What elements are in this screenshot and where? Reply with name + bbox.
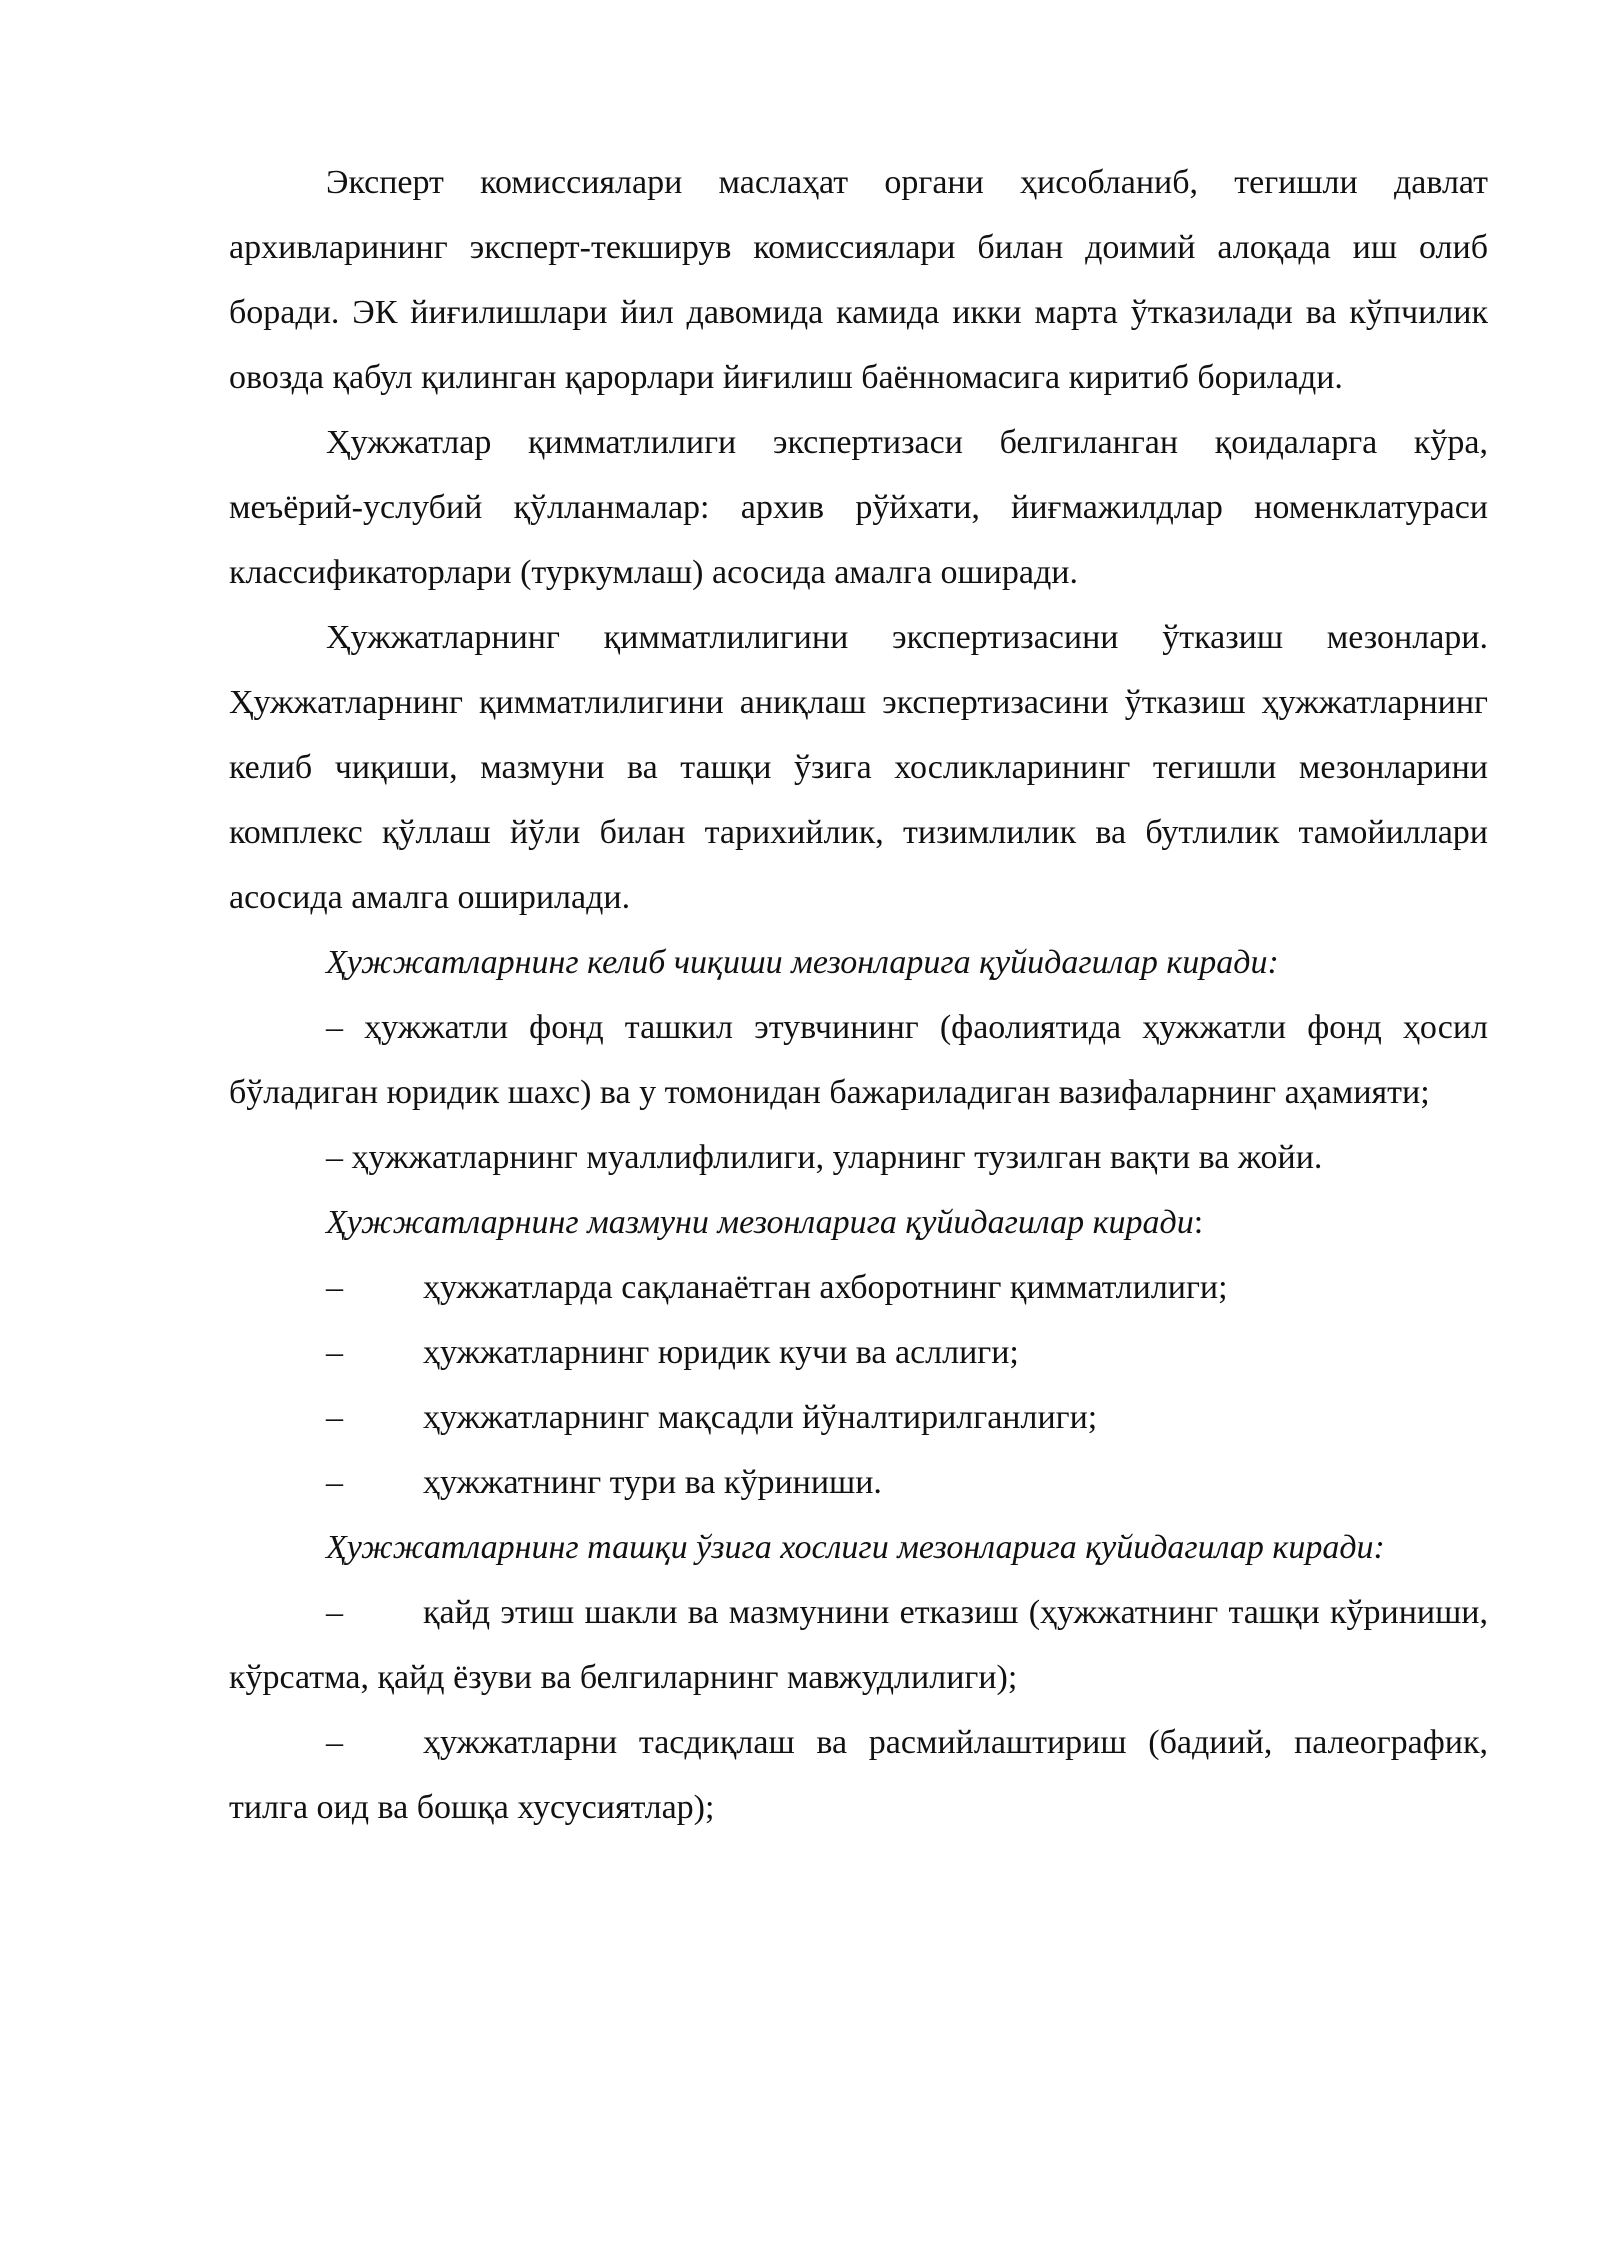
list-item xyxy=(229,1385,1488,1450)
list-item-text: ҳужжатнинг тури ва кўриниши. xyxy=(423,1464,882,1501)
list-dash: – xyxy=(326,1594,343,1631)
list-dash: – xyxy=(326,1269,343,1306)
list-item-text: қайд этиш шакли ва мазмунини етказиш (ҳужжатнинг ташқи кўриниши, кўрсатма, қайд ёзуви ва белгиларнинг мавжудлилиги); xyxy=(229,1594,1488,1696)
list-dash: – xyxy=(326,1464,343,1501)
origin-criteria-item: – ҳужжатларнинг муаллифлилиги, уларнинг тузилган вақти ва жойи. xyxy=(326,1139,1323,1176)
external-criteria-heading: Ҳужжатларнинг ташқи ўзига хослиги мезонларига қуйидагилар киради: xyxy=(326,1529,1385,1566)
paragraph-value-expertise: Ҳужжатлар қимматлилиги экспертизаси белгиланган қоидаларга кўра, меъёрий-услубий қўлланмалар: архив рўйхати, йиғмажилдлар номенклатураси классификаторлари (туркумлаш) асосида амалга оширади. xyxy=(229,424,1488,591)
content-criteria-heading xyxy=(229,1190,1488,1255)
origin-criteria-item: – ҳужжатли фонд ташкил этувчининг (фаолиятида ҳужжатли фонд ҳосил бўладиган юридик шахс) ва у томонидан бажариладиган вазифаларнинг аҳамияти; xyxy=(229,1009,1488,1111)
content-criteria-heading-colon: : xyxy=(1193,1204,1204,1241)
list-dash: – xyxy=(326,1399,343,1436)
list-dash: – xyxy=(326,1724,343,1761)
content-criteria-heading-text: Ҳужжатларнинг мазмуни мезонларига қуйидагилар киради xyxy=(326,1204,1194,1241)
list-item xyxy=(229,1255,1488,1320)
origin-criteria-heading: Ҳужжатларнинг келиб чиқиши мезонларига қуйидагилар киради: xyxy=(326,944,1279,981)
paragraph-expert-commissions: Эксперт комиссиялари маслаҳат органи ҳисобланиб, тегишли давлат архивларининг эксперт-текширув комиссиялари билан доимий алоқада иш олиб боради. ЭК йиғилишлари йил давомида камида икки марта ўтказилади ва кўпчилик овозда қабул қилинган қарорлари йиғилиш баённомасига киритиб борилади. xyxy=(229,164,1488,396)
list-item-text: ҳужжатларнинг мақсадли йўналтирилганлиги; xyxy=(423,1399,1098,1436)
list-item-text: ҳужжатларнинг юридик кучи ва асллиги; xyxy=(423,1334,1019,1371)
list-item xyxy=(229,1320,1488,1385)
list-item xyxy=(229,1580,1488,1710)
list-dash: – xyxy=(326,1334,343,1371)
list-item-text: ҳужжатларда сақланаётган ахборотнинг қимматлилиги; xyxy=(423,1269,1228,1306)
list-item-text: ҳужжатларни тасдиқлаш ва расмийлаштириш (бадиий, палеографик, тилга оид ва бошқа хусусиятлар); xyxy=(229,1724,1488,1826)
paragraph-criteria: Ҳужжатларнинг қимматлилигини экспертизасини ўтказиш мезонлари. Ҳужжатларнинг қимматлилигини аниқлаш экспертизасини ўтказиш ҳужжатларнинг келиб чиқиши, мазмуни ва ташқи ўзига хосликларининг тегишли мезонларини комплекс қўллаш йўли билан тарихийлик, тизимлилик ва бутлилик тамойиллари асосида амалга оширилади. xyxy=(229,619,1488,916)
document-body xyxy=(229,150,1488,1840)
list-item xyxy=(229,1450,1488,1515)
list-item xyxy=(229,1710,1488,1840)
